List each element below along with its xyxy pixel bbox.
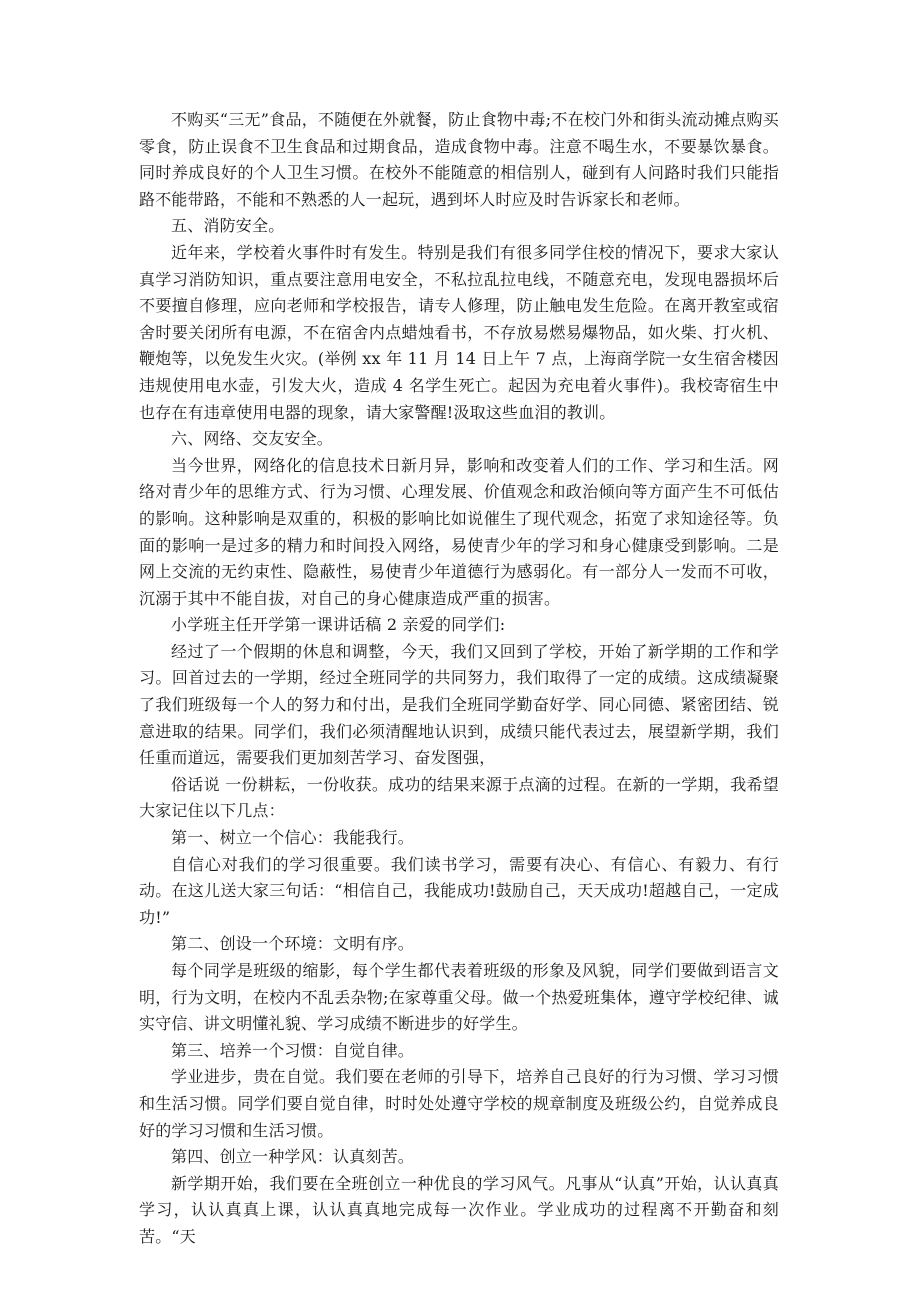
paragraph-point-4: 新学期开始，我们要在全班创立一种优良的学习风气。凡事从“认真”开始，认认真真学习，认认真真上课，认认真真地完成每一次作业。学业成功的过程离不开勤奋和刻苦。“天 bbox=[139, 1173, 779, 1246]
heading-point-1: 第一、树立一个信心：我能我行。 bbox=[171, 828, 415, 848]
paragraph-food-safety: 不购买“三无”食品，不随便在外就餐，防止食物中毒;不在校门外和街头流动摊点购买零食，防止误食不卫生食品和过期食品，造成食物中毒。注意不喝生水，不要暴饮暴食。同时养成良好的个人卫生习惯。在校外不能随意的相信别人，碰到有人问路时我们只能指路不能带路，不能和不熟悉的人一起玩，遇到坏人时应及时告诉家长和老师。 bbox=[139, 110, 779, 209]
heading-point-2: 第二、创设一个环境：文明有序。 bbox=[171, 934, 415, 954]
paragraph-network-safety: 当今世界，网络化的信息技术日新月异，影响和改变着人们的工作、学习和生活。网络对青少年的思维方式、行为习惯、心理发展、价值观念和政治倾向等方面产生不可低估的影响。这种影响是双重的，积极的影响比如说催生了现代观念，拓宽了求知途径等。负面的影响一是过多的精力和时间投入网络，易使青少年的学习和身心健康受到影响。二是网上交流的无约束性、隐蔽性，易使青少年道德行为感弱化。有一部分人一发而不可收，沉溺于其中不能自拔，对自己的身心健康造成严重的损害。 bbox=[139, 455, 779, 608]
heading-point-3: 第三、培养一个习惯：自觉自律。 bbox=[171, 1040, 415, 1060]
paragraph-proverb: 俗话说 一份耕耘，一份收获。成功的结果来源于点滴的过程。在新的一学期，我希望大家记住以下几点： bbox=[139, 774, 779, 821]
paragraph-point-1: 自信心对我们的学习很重要。我们读书学习，需要有决心、有信心、有毅力、有行动。在这儿送大家三句话：“相信自己，我能成功!鼓励自己，天天成功!超越自己，一定成功!” bbox=[139, 854, 779, 927]
paragraph-point-2: 每个同学是班级的缩影，每个学生都代表着班级的形象及风貌，同学们要做到语言文明，行为文明，在校内不乱丢杂物;在家尊重父母。做一个热爱班集体，遵守学校纪律、诚实守信、讲文明懂礼貌、学习成绩不断进步的好学生。 bbox=[139, 961, 779, 1034]
paragraph-fire-safety: 近年来，学校着火事件时有发生。特别是我们有很多同学住校的情况下，要求大家认真学习消防知识，重点要注意用电安全，不私拉乱拉电线，不随意充电，发现电器损坏后不要擅自修理，应向老师和学校报告，请专人修理，防止触电发生危险。在离开教室或宿舍时要关闭所有电源，不在宿舍内点蜡烛看书，不存放易燃易爆物品，如火柴、打火机、鞭炮等，以免发生火灾。(举例 xx 年 11 月 14 日上午 7 点，上海商学院一女生宿舍楼因违规使用电水壶，引发大火，造成 4 名学生死亡。起因为充电着火事件)。我校寄宿生中也存在有违章使用电器的现象，请大家警醒!汲取这些血泪的教训。 bbox=[139, 242, 779, 422]
heading-network-safety: 六、网络、交友安全。 bbox=[171, 429, 334, 449]
heading-point-4: 第四、创立一种学风：认真刻苦。 bbox=[171, 1147, 415, 1167]
document-body bbox=[139, 107, 779, 1251]
paragraph-review: 经过了一个假期的休息和调整，今天，我们又回到了学校，开始了新学期的工作和学习。回首过去的一学期，经过全班同学的共同努力，我们取得了一定的成绩。这成绩凝聚了我们班级每一个人的努力和付出，是我们全班同学勤奋好学、同心同德、紧密团结、锐意进取的结果。同学们，我们必须清醒地认识到，成绩只能代表过去，展望新学期，我们任重而道远，需要我们更加刻苦学习、奋发图强， bbox=[139, 641, 779, 768]
paragraph-point-3: 学业进步，贵在自觉。我们要在老师的引导下，培养自己良好的行为习惯、学习习惯和生活习惯。同学们要自觉自律，时时处处遵守学校的规章制度及班级公约，自觉养成良好的学习习惯和生活习惯。 bbox=[139, 1067, 779, 1140]
speech-title: 小学班主任开学第一课讲话稿 2 亲爱的同学们: bbox=[171, 615, 506, 635]
heading-fire-safety: 五、消防安全。 bbox=[171, 216, 285, 236]
